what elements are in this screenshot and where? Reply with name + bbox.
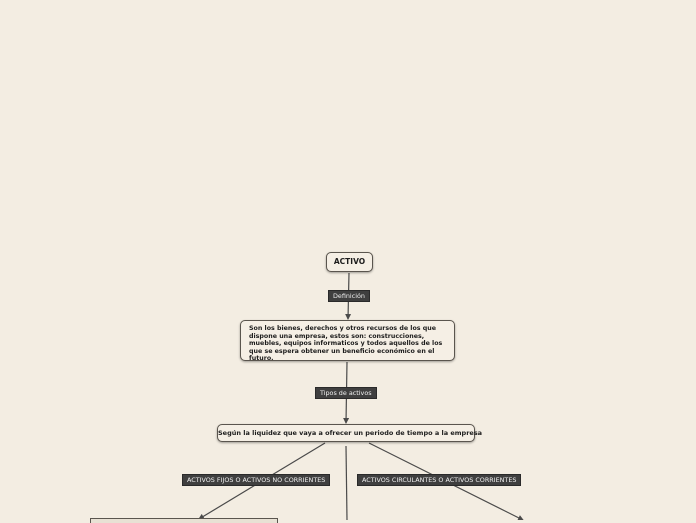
node-activo[interactable]: ACTIVO [326, 252, 373, 272]
edge-label-current-assets[interactable]: ACTIVOS CIRCULANTES O ACTIVOS CORRIENTES [357, 474, 521, 486]
node-liquidity[interactable]: Según la liquidez que vaya a ofrecer un periodo de tiempo a la empresa [217, 424, 475, 442]
edge-label-fixed-assets[interactable]: ACTIVOS FIJOS O ACTIVOS NO CORRIENTES [182, 474, 330, 486]
edge-liquidity-middle [346, 446, 347, 520]
edge-label-types[interactable]: Tipos de activos [315, 387, 377, 399]
node-partial-bottom[interactable] [90, 518, 278, 523]
edge-label-definition[interactable]: Definición [328, 290, 370, 302]
node-definition[interactable]: Son los bienes, derechos y otros recursos de los que dispone una empresa, estos son: construcciones, muebles, equipos informaticos y todos aquellos de los que se espera obtener un beneficio económico en el futuro. [240, 320, 455, 361]
